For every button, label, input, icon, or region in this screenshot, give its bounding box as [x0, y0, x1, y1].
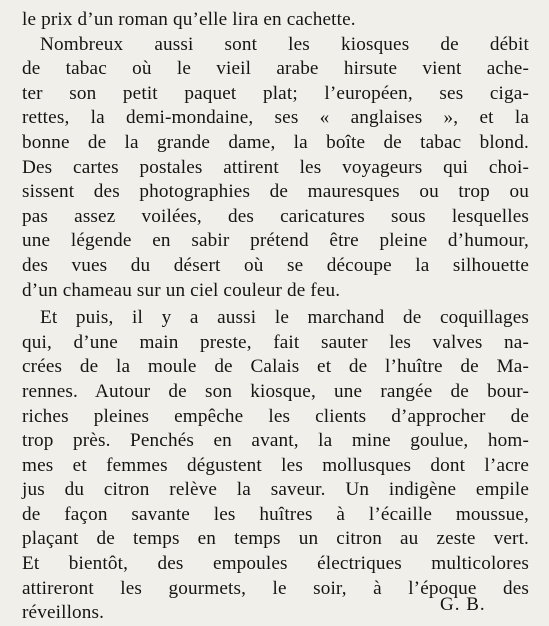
article-body	[22, 8, 529, 626]
text-line: rennes. Autour de son kiosque, une rangée de bour-	[22, 380, 529, 402]
text-line: crées de la moule de Calais et de l’huître de Ma-	[22, 356, 529, 378]
text-line: plaçant de temps en temps un citron au zeste vert.	[22, 528, 529, 550]
text-line: qui, d’une main preste, fait sauter les valves na-	[22, 331, 529, 353]
text-line: jus du citron relève la saveur. Un indigène empile	[22, 479, 529, 501]
text-line: mes et femmes dégustent les mollusques dont l’acre	[22, 454, 529, 476]
text-line: le prix d’un roman qu’elle lira en cachette.	[22, 9, 356, 30]
text-line: attireront les gourmets, le soir, à l’époque des	[22, 577, 529, 599]
text-line: sissent des photographies de mauresques ou trop ou	[22, 181, 529, 203]
text-line: une légende en sabir prétend être pleine d’humour,	[22, 230, 529, 252]
text-line: trop près. Penchés en avant, la mine goulue, hom-	[22, 430, 529, 452]
text-line: Nombreux aussi sont les kiosques de débit	[40, 33, 529, 55]
author-signature: G. B.	[440, 594, 486, 615]
text-line: de façon savante les huîtres à l’écaille moussue,	[22, 503, 529, 525]
text-line: pas assez voilées, des caricatures sous lesquelles	[22, 205, 529, 227]
text-line: rettes, la demi-mondaine, ses « anglaises », et la	[22, 107, 529, 129]
text-line: Des cartes postales attirent les voyageurs qui choi-	[22, 156, 529, 178]
text-line: riches pleines empêche les clients d’approcher de	[22, 405, 529, 427]
text-line: de tabac où le vieil arabe hirsute vient ache-	[22, 58, 529, 80]
text-line: d’un chameau sur un ciel couleur de feu.	[22, 279, 341, 301]
text-line: ter son petit paquet plat; l’européen, ses ciga-	[22, 82, 529, 104]
text-line: réveillons.	[22, 602, 105, 624]
text-line: des vues du désert où se découpe la silhouette	[22, 254, 529, 276]
text-line: bonne de la grande dame, la boîte de tabac blond.	[22, 131, 529, 153]
text-line: Et puis, il y a aussi le marchand de coquillages	[40, 307, 529, 329]
text-line: Et bientôt, des empoules électriques multicolores	[22, 553, 529, 575]
